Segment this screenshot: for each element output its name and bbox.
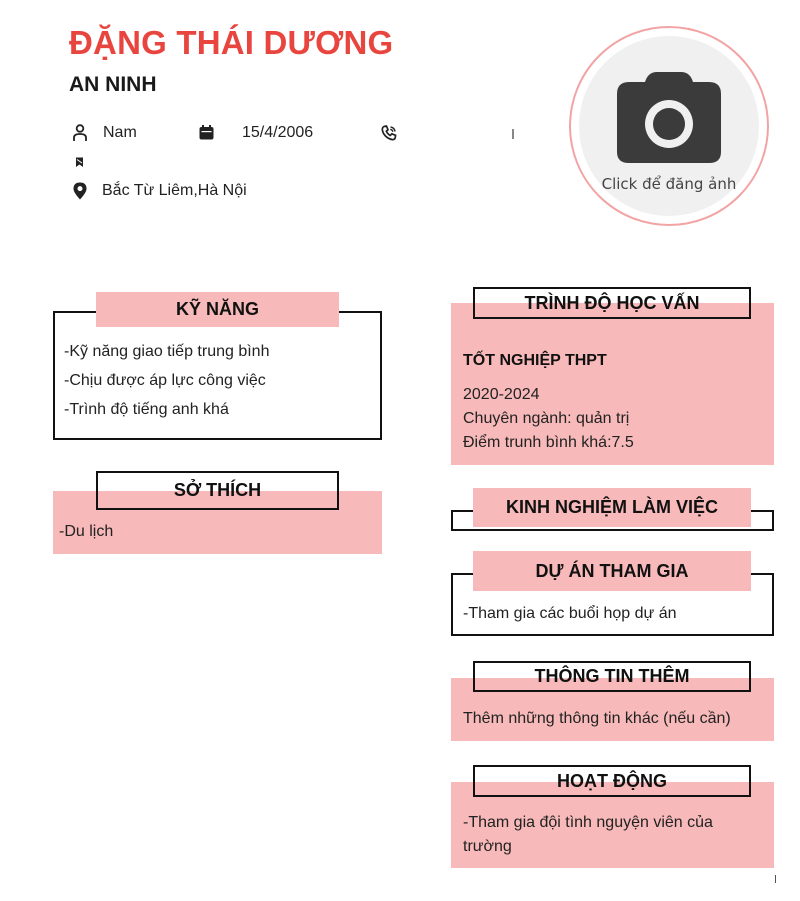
education-degree[interactable]: TỐT NGHIỆP THPT <box>463 352 607 369</box>
address-value[interactable]: Bắc Từ Liêm,Hà Nội <box>102 182 247 199</box>
gender-value[interactable]: Nam <box>103 124 137 141</box>
avatar-upload-label: Click để đăng ảnh <box>601 175 737 193</box>
full-name[interactable]: ĐẶNG THÁI DƯƠNG <box>69 24 394 61</box>
avatar-upload[interactable] <box>569 26 769 226</box>
hobbies-title[interactable]: SỞ THÍCH <box>96 471 339 510</box>
birthdate-value[interactable]: 15/4/2006 <box>242 124 314 141</box>
calendar-icon <box>199 125 214 145</box>
camera-icon <box>615 70 723 169</box>
resize-marker <box>775 875 776 883</box>
education-major[interactable]: Chuyên ngành: quản trị <box>463 410 630 427</box>
person-icon <box>73 124 87 147</box>
skills-item[interactable]: -Trình độ tiếng anh khá <box>64 401 229 418</box>
activities-title[interactable]: HOẠT ĐỘNG <box>473 765 751 797</box>
phone-icon <box>381 125 397 146</box>
education-gpa[interactable]: Điểm trunh bình khá:7.5 <box>463 434 634 451</box>
skills-item[interactable]: -Kỹ năng giao tiếp trung bình <box>64 343 270 360</box>
text-cursor <box>512 129 514 139</box>
job-title[interactable]: AN NINH <box>69 73 157 96</box>
skills-title[interactable]: KỸ NĂNG <box>96 292 339 327</box>
skills-item[interactable]: -Chịu được áp lực công việc <box>64 372 266 389</box>
more-info-text[interactable]: Thêm những thông tin khác (nếu cần) <box>463 710 731 727</box>
activities-line[interactable]: -Tham gia đội tình nguyện viên của <box>463 814 713 831</box>
email-icon <box>75 155 84 173</box>
education-period[interactable]: 2020-2024 <box>463 386 540 403</box>
location-icon <box>73 182 87 205</box>
experience-title[interactable]: KINH NGHIỆM LÀM VIỆC <box>473 488 751 527</box>
projects-title[interactable]: DỰ ÁN THAM GIA <box>473 551 751 591</box>
activities-line[interactable]: trường <box>463 838 512 855</box>
more-info-title[interactable]: THÔNG TIN THÊM <box>473 661 751 692</box>
hobbies-item[interactable]: -Du lịch <box>59 523 114 540</box>
projects-item[interactable]: -Tham gia các buổi họp dự án <box>463 605 677 622</box>
education-title[interactable]: TRÌNH ĐỘ HỌC VẤN <box>473 287 751 319</box>
